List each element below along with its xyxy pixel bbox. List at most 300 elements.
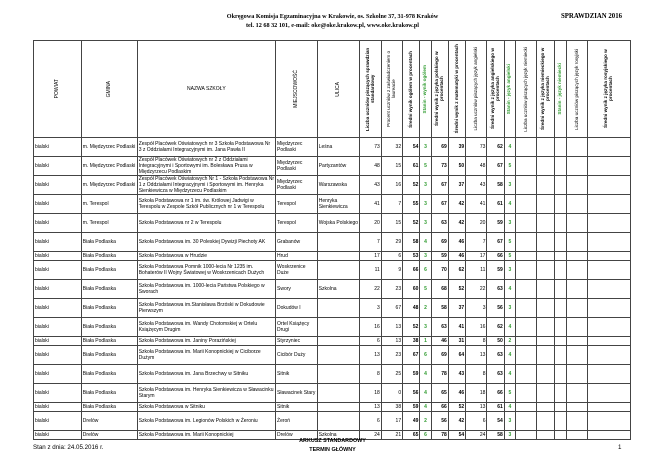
- cell-ang-liczba: 43: [466, 176, 487, 195]
- status-date: Stan z dnia: 24.05.2016 r.: [33, 444, 104, 451]
- cell-liczba: 73: [360, 138, 381, 157]
- cell-miejscowosc: Międzyrzec Podlaski: [276, 157, 318, 176]
- cell-empty: [588, 337, 631, 346]
- cell-powiat: bialski: [34, 431, 82, 440]
- cell-empty: [566, 346, 587, 365]
- cell-polski: 69: [431, 346, 448, 365]
- cell-empty: [566, 299, 587, 318]
- cell-ang-stanin: 3: [504, 176, 515, 195]
- cell-liczba: 17: [360, 252, 381, 261]
- cell-ang-liczba: 7: [466, 233, 487, 252]
- cell-empty: [515, 138, 536, 157]
- cell-miejscowosc: Sitnik: [276, 365, 318, 384]
- exam-title: SPRAWDZIAN 2016: [561, 13, 622, 20]
- col-header: Średni wynik z języka rosyjskiego w procentach: [588, 41, 631, 138]
- cell-matematyka: 42: [448, 412, 465, 431]
- cell-stanin: 5: [420, 157, 431, 176]
- cell-gmina: Biała Podlaska: [81, 384, 137, 403]
- cell-empty: [554, 384, 566, 403]
- cell-ang-liczba: 16: [466, 318, 487, 337]
- cell-powiat: bialski: [34, 299, 82, 318]
- cell-empty: [537, 261, 554, 280]
- cell-empty: [515, 318, 536, 337]
- cell-wynik: 67: [403, 346, 420, 365]
- cell-matematyka: 50: [448, 157, 465, 176]
- cell-wynik: 53: [403, 252, 420, 261]
- cell-empty: [515, 299, 536, 318]
- cell-stanin: 1: [420, 337, 431, 346]
- cell-miejscowosc: Drelów: [276, 431, 318, 440]
- cell-stanin: 4: [420, 365, 431, 384]
- table-row: [34, 138, 631, 157]
- cell-empty: [515, 195, 536, 214]
- cell-ang-wynik: 58: [487, 176, 504, 195]
- cell-ang-liczba: 41: [466, 195, 487, 214]
- cell-ang-stanin: 3: [504, 214, 515, 233]
- cell-polski: 67: [431, 176, 448, 195]
- cell-ang-stanin: 2: [504, 337, 515, 346]
- cell-empty: [588, 157, 631, 176]
- cell-polski: 73: [431, 157, 448, 176]
- col-header: Średni wynik z matematyki w procentach: [448, 41, 465, 138]
- cell-powiat: bialski: [34, 195, 82, 214]
- col-header: POWIAT: [34, 41, 82, 138]
- cell-wynik: 65: [403, 431, 420, 440]
- cell-empty: [588, 252, 631, 261]
- cell-powiat: bialski: [34, 157, 82, 176]
- col-header: Procent uczniów z zaświadczeniem o laureacie: [381, 41, 402, 138]
- cell-szkola: Szkoła Podstawowa w Sitniku: [137, 403, 275, 412]
- cell-empty: [554, 252, 566, 261]
- cell-empty: [588, 214, 631, 233]
- cell-liczba: 6: [360, 337, 381, 346]
- cell-ang-wynik: 63: [487, 280, 504, 299]
- cell-liczba: 20: [360, 214, 381, 233]
- cell-empty: [566, 261, 587, 280]
- cell-ulica: [317, 384, 360, 403]
- header-row: [34, 41, 631, 138]
- cell-powiat: bialski: [34, 337, 82, 346]
- cell-empty: [537, 280, 554, 299]
- cell-gmina: m. Międzyrzec Podlaski: [81, 138, 137, 157]
- cell-liczba: 13: [360, 346, 381, 365]
- cell-empty: [588, 176, 631, 195]
- cell-empty: [537, 346, 554, 365]
- cell-empty: [537, 412, 554, 431]
- table-row: [34, 214, 631, 233]
- cell-ulica: [317, 299, 360, 318]
- col-header: Stanin - wynik ogólem: [420, 41, 431, 138]
- cell-liczba: 18: [360, 384, 381, 403]
- cell-empty: [537, 384, 554, 403]
- cell-procent: 23: [381, 346, 402, 365]
- cell-ang-liczba: 22: [466, 280, 487, 299]
- table-row: [34, 365, 631, 384]
- cell-polski: 65: [431, 384, 448, 403]
- results-body: [34, 138, 631, 440]
- cell-ang-stanin: 3: [504, 431, 515, 440]
- cell-gmina: Biała Podlaska: [81, 280, 137, 299]
- cell-matematyka: 43: [448, 365, 465, 384]
- cell-empty: [554, 233, 566, 252]
- cell-polski: 66: [431, 403, 448, 412]
- page-number: 1: [618, 444, 622, 451]
- cell-matematyka: 52: [448, 403, 465, 412]
- cell-wynik: 49: [403, 412, 420, 431]
- contact-line: tel. 12 68 32 101, e-mail: oke@oke.krakow.pl, www.oke.krakow.pl: [246, 22, 419, 29]
- table-row: [34, 318, 631, 337]
- cell-szkola: Szkoła Podstawowa nr 1 im. św. Królowej Jadwigi w Terespolu w Zespole Szkół Publicznych nr 1 w Terespolu: [137, 195, 275, 214]
- cell-miejscowosc: Międzyrzec Podlaski: [276, 176, 318, 195]
- cell-miejscowosc: Międzyrzec Podlaski: [276, 138, 318, 157]
- cell-ang-liczba: 18: [466, 384, 487, 403]
- cell-ulica: [317, 252, 360, 261]
- cell-stanin: 2: [420, 299, 431, 318]
- cell-empty: [588, 403, 631, 412]
- cell-empty: [566, 195, 587, 214]
- cell-ang-stanin: 5: [504, 157, 515, 176]
- cell-ang-liczba: 8: [466, 337, 487, 346]
- cell-empty: [537, 138, 554, 157]
- cell-procent: 38: [381, 403, 402, 412]
- cell-ulica: Wojska Polskiego: [317, 214, 360, 233]
- cell-ulica: [317, 403, 360, 412]
- cell-empty: [537, 318, 554, 337]
- cell-ulica: [317, 261, 360, 280]
- cell-empty: [515, 280, 536, 299]
- cell-procent: 67: [381, 299, 402, 318]
- table-row: [34, 403, 631, 412]
- cell-empty: [566, 233, 587, 252]
- cell-matematyka: 37: [448, 176, 465, 195]
- cell-stanin: 3: [420, 252, 431, 261]
- cell-procent: 9: [381, 261, 402, 280]
- cell-szkola: Szkoła Podstawowa im.Stanisława Brzóski w Dokudowie Pierwszym: [137, 299, 275, 318]
- cell-liczba: 7: [360, 233, 381, 252]
- cell-stanin: 4: [420, 233, 431, 252]
- cell-szkola: Zespół Placówek Oświatowych Nr 1 - Szkoła Podstawowa Nr 1 z Oddziałami Integracyjnymi i Sportowymi im. Henryka Sienkiewicza w Międzyrzecu Podlaskim: [138, 176, 275, 194]
- cell-ang-liczba: 3: [466, 299, 487, 318]
- cell-ang-stanin: 3: [504, 299, 515, 318]
- cell-wynik: 52: [403, 176, 420, 195]
- cell-ang-stanin: 5: [504, 252, 515, 261]
- cell-ulica: [317, 365, 360, 384]
- cell-ang-stanin: 4: [504, 346, 515, 365]
- cell-stanin: 6: [420, 346, 431, 365]
- cell-gmina: Biała Podlaska: [81, 261, 137, 280]
- col-header: NAZWA SZKOŁY: [137, 41, 275, 138]
- cell-empty: [566, 252, 587, 261]
- cell-liczba: 8: [360, 365, 381, 384]
- cell-liczba: 48: [360, 157, 381, 176]
- cell-ang-stanin: 4: [504, 195, 515, 214]
- cell-miejscowosc: Styrzyniec: [276, 337, 318, 346]
- cell-empty: [515, 346, 536, 365]
- cell-empty: [537, 403, 554, 412]
- cell-matematyka: 41: [448, 318, 465, 337]
- col-header: GMINA: [81, 41, 137, 138]
- cell-gmina: Drelów: [81, 412, 137, 431]
- cell-empty: [515, 365, 536, 384]
- cell-ang-stanin: 3: [504, 412, 515, 431]
- cell-empty: [554, 299, 566, 318]
- cell-wynik: 56: [403, 384, 420, 403]
- cell-ulica: Szkolna: [317, 431, 360, 440]
- cell-empty: [566, 157, 587, 176]
- cell-procent: 13: [381, 337, 402, 346]
- cell-szkola: Szkoła Podstawowa im. Marii Konopnickiej: [137, 431, 275, 440]
- cell-empty: [566, 412, 587, 431]
- cell-procent: 13: [381, 318, 402, 337]
- cell-wynik: 38: [403, 337, 420, 346]
- cell-miejscowosc: Sławacinek Stary: [276, 384, 318, 403]
- cell-matematyka: 62: [448, 261, 465, 280]
- cell-stanin: 4: [420, 384, 431, 403]
- cell-powiat: bialski: [34, 384, 82, 403]
- cell-ulica: [317, 412, 360, 431]
- cell-gmina: Biała Podlaska: [81, 233, 137, 252]
- cell-ang-wynik: 59: [487, 261, 504, 280]
- cell-empty: [588, 195, 631, 214]
- cell-stanin: 6: [420, 431, 431, 440]
- cell-liczba: 16: [360, 318, 381, 337]
- cell-ang-liczba: 17: [466, 252, 487, 261]
- cell-miejscowosc: Hrud: [276, 252, 318, 261]
- table-row: [34, 280, 631, 299]
- cell-matematyka: 46: [448, 384, 465, 403]
- cell-empty: [554, 261, 566, 280]
- cell-ang-liczba: 48: [466, 157, 487, 176]
- cell-wynik: 52: [403, 214, 420, 233]
- cell-szkola: Szkoła Podstawowa im. 1000-lecia Państwa Polskiego w Sworach: [137, 280, 275, 299]
- cell-gmina: Drelów: [81, 431, 137, 440]
- cell-empty: [566, 138, 587, 157]
- cell-empty: [537, 252, 554, 261]
- cell-liczba: 3: [360, 299, 381, 318]
- cell-ulica: Partyzantów: [317, 157, 360, 176]
- cell-miejscowosc: Ortel Książęcy Drugi: [276, 318, 318, 337]
- cell-procent: 15: [381, 214, 402, 233]
- cell-stanin: 3: [420, 176, 431, 195]
- sheet-type: ARKUSZ STANDARDOWY: [299, 438, 366, 444]
- cell-empty: [515, 412, 536, 431]
- cell-ang-wynik: 62: [487, 318, 504, 337]
- cell-ang-wynik: 67: [487, 157, 504, 176]
- cell-polski: 46: [431, 337, 448, 346]
- cell-szkola: Szkoła Podstawowa im. Jana Brzechwy w Sitniku: [137, 365, 275, 384]
- cell-ang-liczba: 20: [466, 214, 487, 233]
- cell-szkola: Szkoła Podstawowa im. Wandy Chotomskiej w Ortelu Książęcym Drugim: [137, 318, 275, 337]
- table-row: [34, 195, 631, 214]
- cell-ang-liczba: 24: [466, 431, 487, 440]
- cell-stanin: 4: [420, 403, 431, 412]
- cell-wynik: 59: [403, 403, 420, 412]
- col-header: Średni wynik z języka polskiego w procentach: [431, 41, 448, 138]
- cell-empty: [588, 384, 631, 403]
- cell-ang-wynik: 63: [487, 346, 504, 365]
- cell-szkola: Szkoła Podstawowa Pomnik 1000-lecia Nr 1235 im. Bohaterów II Wojny Światowej w Woskrzenicach Dużych: [137, 261, 275, 280]
- cell-liczba: 22: [360, 280, 381, 299]
- cell-wynik: 58: [403, 233, 420, 252]
- cell-empty: [554, 157, 566, 176]
- cell-miejscowosc: Woskrzenice Duże: [276, 261, 318, 280]
- cell-empty: [554, 280, 566, 299]
- cell-ang-liczba: 6: [466, 412, 487, 431]
- cell-empty: [554, 346, 566, 365]
- cell-szkola: Szkoła Podstawowa im. 30 Poleskiej Dywizji Piechoty AK: [137, 233, 275, 252]
- cell-wynik: 60: [403, 280, 420, 299]
- cell-empty: [554, 318, 566, 337]
- cell-empty: [537, 337, 554, 346]
- cell-powiat: bialski: [34, 138, 82, 157]
- cell-empty: [554, 176, 566, 195]
- cell-ulica: [317, 337, 360, 346]
- cell-gmina: m. Terespol: [81, 214, 137, 233]
- cell-ulica: [317, 318, 360, 337]
- cell-powiat: bialski: [34, 403, 82, 412]
- cell-gmina: Biała Podlaska: [81, 299, 137, 318]
- cell-polski: 68: [431, 280, 448, 299]
- cell-gmina: m. Międzyrzec Podlaski: [81, 176, 137, 195]
- cell-ang-wynik: 56: [487, 299, 504, 318]
- cell-liczba: 6: [360, 412, 381, 431]
- cell-wynik: 52: [403, 318, 420, 337]
- cell-ang-stanin: 3: [504, 261, 515, 280]
- cell-procent: 0: [381, 384, 402, 403]
- cell-empty: [515, 337, 536, 346]
- cell-polski: 58: [431, 299, 448, 318]
- cell-gmina: Biała Podlaska: [81, 403, 137, 412]
- cell-miejscowosc: Grabanów: [276, 233, 318, 252]
- cell-empty: [566, 365, 587, 384]
- cell-liczba: 43: [360, 176, 381, 195]
- cell-ang-wynik: 54: [487, 412, 504, 431]
- cell-stanin: 5: [420, 280, 431, 299]
- cell-empty: [566, 176, 587, 195]
- cell-empty: [537, 214, 554, 233]
- cell-empty: [588, 346, 631, 365]
- cell-powiat: bialski: [34, 214, 82, 233]
- cell-empty: [554, 403, 566, 412]
- cell-ang-stanin: 4: [504, 280, 515, 299]
- col-header: Stanin - język niemiecki: [554, 41, 566, 138]
- cell-miejscowosc: Cicibór Duży: [276, 346, 318, 365]
- cell-empty: [515, 384, 536, 403]
- cell-liczba: 11: [360, 261, 381, 280]
- cell-gmina: Biała Podlaska: [81, 365, 137, 384]
- cell-powiat: bialski: [34, 280, 82, 299]
- cell-ulica: Warszawska: [317, 176, 360, 195]
- cell-polski: 59: [431, 252, 448, 261]
- cell-stanin: 3: [420, 195, 431, 214]
- results-table: [33, 40, 631, 440]
- cell-miejscowosc: Swory: [276, 280, 318, 299]
- cell-empty: [537, 365, 554, 384]
- cell-liczba: 41: [360, 195, 381, 214]
- cell-matematyka: 54: [448, 431, 465, 440]
- table-row: [34, 346, 631, 365]
- cell-empty: [588, 412, 631, 431]
- cell-ulica: [317, 233, 360, 252]
- cell-empty: [537, 157, 554, 176]
- cell-polski: 69: [431, 233, 448, 252]
- cell-gmina: m. Międzyrzec Podlaski: [81, 157, 137, 176]
- cell-ang-stanin: 4: [504, 365, 515, 384]
- cell-empty: [515, 233, 536, 252]
- cell-empty: [566, 318, 587, 337]
- cell-gmina: Biała Podlaska: [81, 318, 137, 337]
- cell-powiat: bialski: [34, 365, 82, 384]
- cell-wynik: 61: [403, 157, 420, 176]
- institution-line: Okręgowa Komisja Egzaminacyjna w Krakowie, os. Szkolne 37, 31-978 Kraków: [226, 13, 439, 20]
- cell-empty: [588, 280, 631, 299]
- cell-wynik: 48: [403, 299, 420, 318]
- cell-procent: 21: [381, 431, 402, 440]
- cell-ang-wynik: 58: [487, 431, 504, 440]
- cell-ang-stanin: 4: [504, 318, 515, 337]
- cell-gmina: Biała Podlaska: [81, 252, 137, 261]
- cell-matematyka: 52: [448, 280, 465, 299]
- table-row: [34, 337, 631, 346]
- cell-empty: [588, 138, 631, 157]
- cell-ulica: [317, 346, 360, 365]
- cell-ang-wynik: 66: [487, 384, 504, 403]
- col-header: Stanin - język angielski: [504, 41, 515, 138]
- cell-empty: [515, 214, 536, 233]
- cell-empty: [515, 261, 536, 280]
- cell-powiat: bialski: [34, 346, 82, 365]
- cell-matematyka: 64: [448, 346, 465, 365]
- cell-liczba: 24: [360, 431, 381, 440]
- cell-polski: 63: [431, 318, 448, 337]
- cell-stanin: 3: [420, 318, 431, 337]
- cell-ang-stanin: 5: [504, 384, 515, 403]
- cell-ulica: Leśna: [317, 138, 360, 157]
- cell-powiat: bialski: [34, 412, 82, 431]
- cell-empty: [554, 412, 566, 431]
- cell-procent: 7: [381, 195, 402, 214]
- exam-term: TERMIN GŁÓWNY: [309, 447, 356, 453]
- cell-stanin: 3: [420, 214, 431, 233]
- cell-empty: [566, 384, 587, 403]
- cell-ang-wynik: 67: [487, 233, 504, 252]
- cell-szkola: Szkoła Podstawowa w Hrudzie: [137, 252, 275, 261]
- cell-ang-wynik: 61: [487, 195, 504, 214]
- cell-empty: [537, 195, 554, 214]
- cell-empty: [515, 403, 536, 412]
- cell-ang-wynik: 61: [487, 403, 504, 412]
- table-row: [34, 176, 631, 195]
- cell-procent: 6: [381, 252, 402, 261]
- cell-wynik: 66: [403, 261, 420, 280]
- cell-ang-liczba: 73: [466, 138, 487, 157]
- cell-ang-wynik: 66: [487, 252, 504, 261]
- cell-matematyka: 39: [448, 138, 465, 157]
- cell-procent: 25: [381, 365, 402, 384]
- cell-powiat: bialski: [34, 233, 82, 252]
- cell-ang-wynik: 63: [487, 365, 504, 384]
- cell-ang-liczba: 13: [466, 403, 487, 412]
- cell-polski: 63: [431, 214, 448, 233]
- table-row: [34, 261, 631, 280]
- cell-szkola: Zespół Placówek Oświatowych nr 3 Szkoła Podstawowa Nr 3 z Oddziałami Integracyjnymi im. Jana Pawła II: [137, 138, 275, 157]
- cell-miejscowosc: Terespol: [276, 214, 318, 233]
- cell-procent: 16: [381, 176, 402, 195]
- cell-miejscowosc: Sitnik: [276, 403, 318, 412]
- cell-polski: 78: [431, 431, 448, 440]
- cell-ulica: Szkolna: [317, 280, 360, 299]
- cell-ang-wynik: 59: [487, 214, 504, 233]
